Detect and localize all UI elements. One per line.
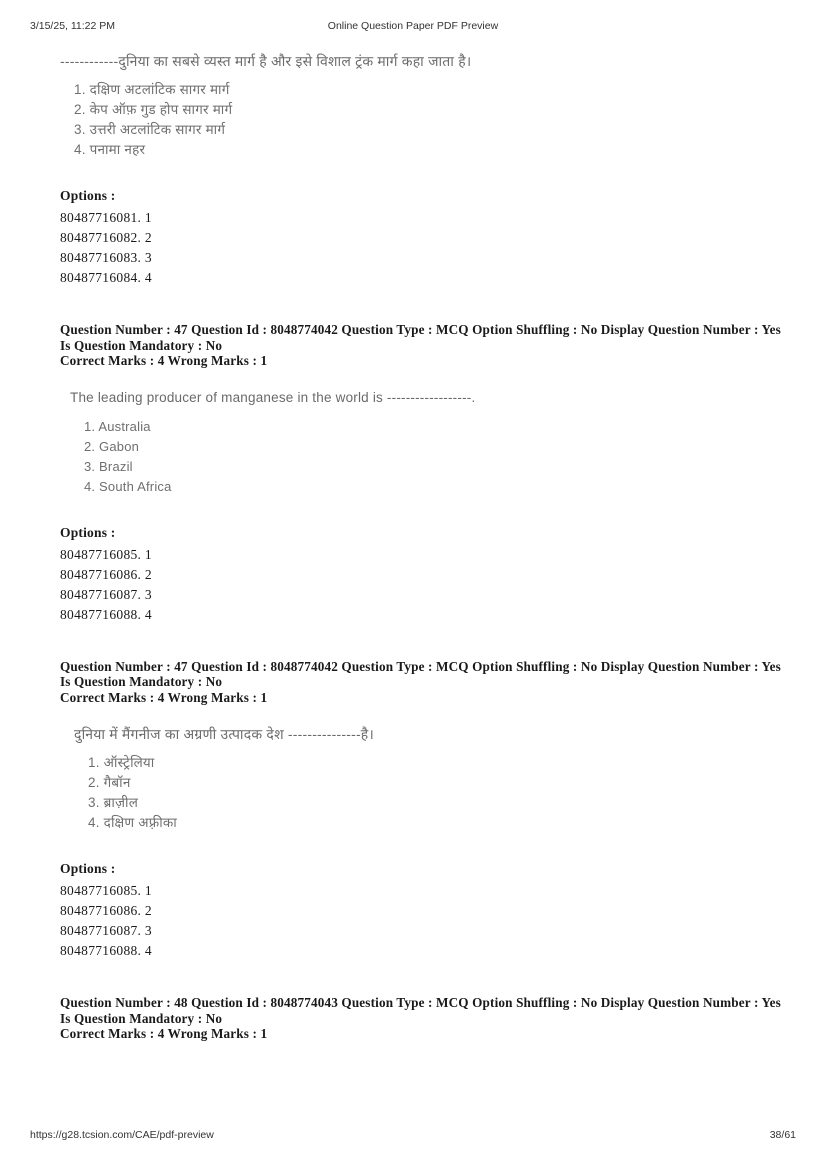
question-meta [60,995,790,1042]
document-content [60,52,790,1042]
choice-item: 1. दक्षिण अटलांटिक सागर मार्ग [74,82,230,97]
footer-page-number: 38/61 [769,1129,796,1141]
choice-item: 4. South Africa [84,478,172,494]
page-header [0,20,826,36]
choice-item: 4. पनामा नहर [74,142,146,157]
question-block [60,389,790,497]
options-block [60,861,790,961]
question-meta-line-3: Correct Marks : 4 Wrong Marks : 1 [60,689,268,705]
question-meta-line-2: Is Question Mandatory : No [60,337,223,353]
choice-item: 2. गैबॉन [88,775,131,790]
question-block [60,52,790,160]
choice-item: 1. Australia [84,418,151,434]
question-meta-line-3: Correct Marks : 4 Wrong Marks : 1 [60,1026,268,1041]
question-text: ------------दुनिया का सबसे व्यस्त मार्ग है और इसे विशाल ट्रंक मार्ग कहा जाता है। [60,53,472,69]
question-meta-line-1: Question Number : 47 Question Id : 8048774042 Question Type : MCQ Option Shuffling : No Display Question Number : Yes [60,322,781,337]
option-id-line: 80487716086. 2 [60,903,152,918]
question-block [60,725,790,833]
choice-item: 1. ऑस्ट्रेलिया [88,755,155,770]
choice-item: 3. Brazil [84,458,133,474]
choice-item: 3. उत्तरी अटलांटिक सागर मार्ग [74,122,226,137]
options-label: Options : [60,524,116,540]
choice-item: 2. केप ऑफ़ गुड होप सागर मार्ग [74,102,233,117]
options-label: Options : [60,861,116,876]
footer-url[interactable]: https://g28.tcsion.com/CAE/pdf-preview [30,1129,214,1141]
option-id-line: 80487716087. 3 [60,923,152,938]
question-meta [60,659,790,706]
question-text: The leading producer of manganese in the world is ------------------. [70,389,476,405]
choice-item: 3. ब्राज़ील [88,795,139,810]
option-id-line: 80487716082. 2 [60,230,152,245]
header-timestamp: 3/15/25, 11:22 PM [30,20,116,32]
header-title: Online Question Paper PDF Preview [327,20,499,32]
options-block [60,188,790,288]
choice-item: 2. Gabon [84,438,140,454]
question-meta-line-3: Correct Marks : 4 Wrong Marks : 1 [60,353,268,368]
choice-list [60,80,790,160]
choice-list [74,753,790,833]
page-footer [0,1129,826,1145]
option-id-line: 80487716081. 1 [60,210,152,225]
options-label: Options : [60,188,116,203]
option-id-line: 80487716087. 3 [60,586,152,602]
options-block [60,525,790,625]
question-text: दुनिया में मैंगनीज का अग्रणी उत्पादक देश ---------------है। [74,726,374,742]
question-meta-line-1: Question Number : 47 Question Id : 8048774042 Question Type : MCQ Option Shuffling : No Display Question Number : Yes [60,658,781,674]
option-id-line: 80487716085. 1 [60,546,152,562]
option-id-line: 80487716088. 4 [60,606,152,622]
question-meta-line-2: Is Question Mandatory : No [60,1010,223,1026]
question-meta-line-1: Question Number : 48 Question Id : 8048774043 Question Type : MCQ Option Shuffling : No Display Question Number : Yes [60,995,781,1010]
option-id-line: 80487716083. 3 [60,250,152,265]
option-id-line: 80487716084. 4 [60,270,152,285]
question-meta [60,322,790,369]
option-id-line: 80487716086. 2 [60,566,152,582]
choice-list [70,417,790,497]
choice-item: 4. दक्षिण अफ़्रीका [88,815,177,830]
question-meta-line-2: Is Question Mandatory : No [60,674,223,689]
option-id-line: 80487716088. 4 [60,943,152,958]
option-id-line: 80487716085. 1 [60,883,152,898]
